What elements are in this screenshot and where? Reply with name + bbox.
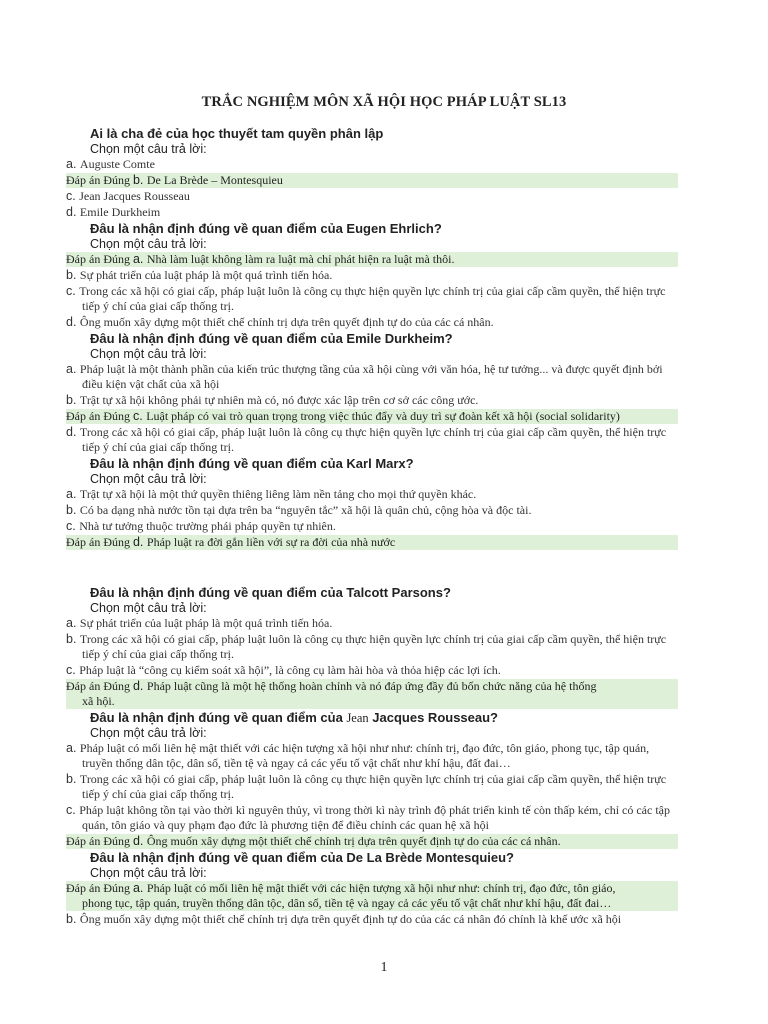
answer-prompt: Chọn một câu trả lời: [90,866,207,880]
option-d[interactable]: d. Trong các xã hội có giai cấp, pháp luật luôn là công cụ thực hiện quyền lực chính trị của giai cấp cầm quyền, thể hiện trực tiếp ý chí của giai cấp thống trị. [66,425,667,454]
answer-prompt: Chọn một câu trả lời: [90,237,207,251]
option-c[interactable]: c. Pháp luật không tồn tại vào thời kì nguyên thủy, vì trong thời kì này trình độ phát triển kinh tế còn thấp kém, chỉ có các tập quán, tôn giáo và quy phạm đạo đức là phương tiện để điều chỉnh các quan hệ xã hội [66,803,670,832]
option-a[interactable]: a. Auguste Comte [66,157,155,171]
option-b[interactable]: b. Trật tự xã hội không phải tự nhiên mà có, nó được xác lập trên cơ sở các công ước. [66,393,479,407]
quiz-content [66,126,678,928]
section-spacer [66,551,678,585]
option-c[interactable]: c. Jean Jacques Rousseau [66,189,190,203]
option-c-correct[interactable]: Đáp án Đúng c. Luật pháp có vai trò quan trọng trong việc thúc đẩy và duy trì sự đoàn kết xã hội (social solidarity) [66,409,678,424]
question-block-2 [66,221,678,330]
question-block-5 [66,585,678,709]
option-c[interactable]: c. Pháp luật là “công cụ kiểm soát xã hội”, là công cụ làm hài hòa và thỏa hiệp các lợi ích. [66,663,501,677]
question-block-3 [66,331,678,455]
option-d-correct[interactable]: Đáp án Đúng d. Ông muốn xây dựng một thiết chế chính trị dựa trên quyết định tự do của các cá nhân. [66,834,678,849]
option-a[interactable]: a. Pháp luật có mối liên hệ mật thiết với các hiện tượng xã hội như như: chính trị, đạo đức, tôn giáo, phong tục, tập quán, truyền thống dân tộc, dân số, tiền tệ và ngay cả các yếu tố vật chất như khí hậu, đất đai… [66,741,650,770]
option-a[interactable]: a. Sự phát triển của luật pháp là một quá trình tiến hóa. [66,616,333,630]
option-a-correct[interactable]: Đáp án Đúng a. Pháp luật có mối liên hệ mật thiết với các hiện tượng xã hội như như: chính trị, đạo đức, tôn giáo, phong tục, tập quán, truyền thống dân tộc, dân số, tiền tệ và ngay cả các yếu tố vật chất như khí hậu, đất đai… [66,881,678,911]
question-text: Đâu là nhận định đúng về quan điểm của De La Brède Montesquieu? [90,850,514,865]
option-d[interactable]: d. Emile Durkheim [66,205,161,219]
question-text: Ai là cha đẻ của học thuyết tam quyền phân lập [90,126,384,141]
option-b[interactable]: b. Ông muốn xây dựng một thiết chế chính trị dựa trên quyết định tự do của các cá nhân đó chính là khế ước xã hội [66,912,622,926]
question-text: Đâu là nhận định đúng về quan điểm của Jean Jacques Rousseau? [90,710,498,725]
question-text: Đâu là nhận định đúng về quan điểm của Eugen Ehrlich? [90,221,442,236]
question-block-1 [66,126,678,220]
answer-prompt: Chọn một câu trả lời: [90,347,207,361]
answer-prompt: Chọn một câu trả lời: [90,601,207,615]
question-text: Đâu là nhận định đúng về quan điểm của Karl Marx? [90,456,414,471]
option-c[interactable]: c. Trong các xã hội có giai cấp, pháp luật luôn là công cụ thực hiện quyền lực chính trị của giai cấp cầm quyền, thể hiện trực tiếp ý chí của giai cấp thống trị. [66,284,666,313]
option-a[interactable]: a. Trật tự xã hội là một thứ quyền thiêng liêng làm nền tảng cho mọi thứ quyền khác. [66,487,477,501]
option-d-correct[interactable]: Đáp án Đúng d. Pháp luật ra đời gắn liền với sự ra đời của nhà nước [66,535,678,550]
answer-prompt: Chọn một câu trả lời: [90,472,207,486]
page-number: 1 [380,960,388,975]
question-block-6 [66,710,678,849]
option-a[interactable]: a. Pháp luật là một thành phần của kiến trúc thượng tầng của xã hội cùng với văn hóa, hệ tư tưởng... và được quyết định bởi điều kiện vật chất của xã hội [66,362,663,391]
question-block-7 [66,850,678,927]
question-text: Đâu là nhận định đúng về quan điểm của Talcott Parsons? [90,585,451,600]
option-b[interactable]: b. Sự phát triển của luật pháp là một quá trình tiến hóa. [66,268,333,282]
option-d[interactable]: d. Ông muốn xây dựng một thiết chế chính trị dựa trên quyết định tự do của các cá nhân. [66,315,494,329]
option-c[interactable]: c. Nhà tư tưởng thuộc trường phái pháp quyền tự nhiên. [66,519,336,533]
question-block-4 [66,456,678,550]
option-b[interactable]: b. Trong các xã hội có giai cấp, pháp luật luôn là công cụ thực hiện quyền lực chính trị của giai cấp cầm quyền, thể hiện trực tiếp ý chí của giai cấp thống trị. [66,632,667,661]
document-title: TRẮC NGHIỆM MÔN XÃ HỘI HỌC PHÁP LUẬT SL13 [201,94,567,110]
option-d-correct[interactable]: Đáp án Đúng d. Pháp luật cũng là một hệ thống hoàn chỉnh và nó đáp ứng đầy đủ bốn chức năng của hệ thống xã hội. [66,679,678,709]
answer-prompt: Chọn một câu trả lời: [90,726,207,740]
option-b[interactable]: b. Có ba dạng nhà nước tồn tại dựa trên ba “nguyên tắc” xã hội là quân chủ, cộng hòa và độc tài. [66,503,532,517]
option-b[interactable]: b. Trong các xã hội có giai cấp, pháp luật luôn là công cụ thực hiện quyền lực chính trị của giai cấp cầm quyền, thể hiện trực tiếp ý chí của giai cấp thống trị. [66,772,667,801]
option-b-correct[interactable]: Đáp án Đúng b. De La Brède – Montesquieu [66,173,678,188]
question-text: Đâu là nhận định đúng về quan điểm của Emile Durkheim? [90,331,453,346]
option-a-correct[interactable]: Đáp án Đúng a. Nhà làm luật không làm ra luật mà chỉ phát hiện ra luật mà thôi. [66,252,678,267]
answer-prompt: Chọn một câu trả lời: [90,142,207,156]
